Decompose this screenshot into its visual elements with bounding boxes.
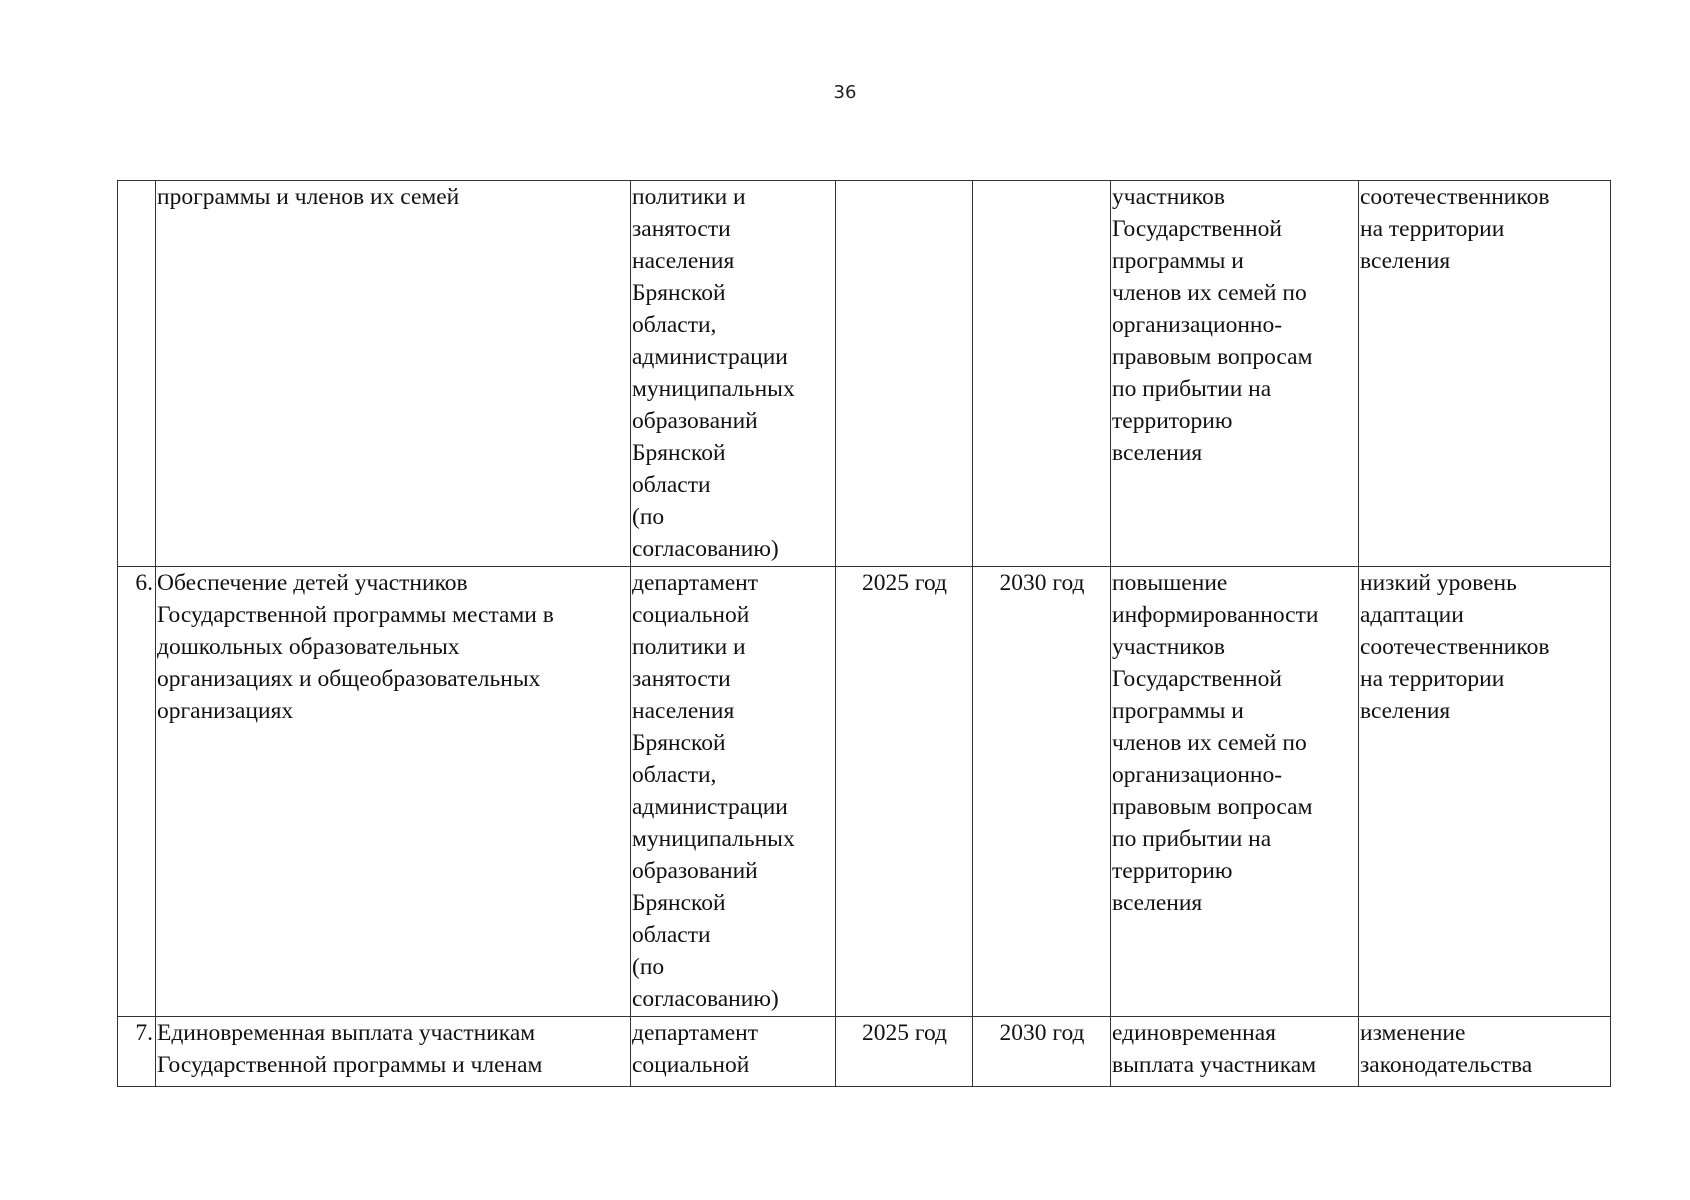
end-year-cell: 2030 год — [973, 1017, 1111, 1087]
start-year-cell — [836, 181, 973, 567]
row-number: 6. — [118, 567, 156, 1017]
activity-cell: Единовременная выплата участникам Государственной программы и членам — [156, 1017, 631, 1087]
table-row — [118, 567, 1611, 1017]
risk-cell: изменение законодательства — [1359, 1017, 1611, 1087]
table-row — [118, 1017, 1611, 1087]
expected-result-cell: повышение информированности участников Государственной программы и членов их семей по организационно- правовым вопросам по прибытии на территорию вселения — [1111, 567, 1359, 1017]
row-number: 7. — [118, 1017, 156, 1087]
executor-cell: департамент социальной политики и занятости населения Брянской области, администрации муниципальных образований Брянской области (по согласованию) — [631, 567, 836, 1017]
activity-cell: программы и членов их семей — [156, 181, 631, 567]
expected-result-cell: участников Государственной программы и членов их семей по организационно- правовым вопросам по прибытии на территорию вселения — [1111, 181, 1359, 567]
measures-table — [117, 180, 1611, 1087]
table-row — [118, 181, 1611, 567]
start-year-cell: 2025 год — [836, 567, 973, 1017]
row-number — [118, 181, 156, 567]
activity-cell: Обеспечение детей участников Государственной программы местами в дошкольных образовательных организациях и общеобразовательных организациях — [156, 567, 631, 1017]
risk-cell: соотечественников на территории вселения — [1359, 181, 1611, 567]
page-number: 36 — [833, 82, 857, 103]
end-year-cell: 2030 год — [973, 567, 1111, 1017]
expected-result-cell: единовременная выплата участникам — [1111, 1017, 1359, 1087]
executor-cell: политики и занятости населения Брянской области, администрации муниципальных образований Брянской области (по согласованию) — [631, 181, 836, 567]
start-year-cell: 2025 год — [836, 1017, 973, 1087]
risk-cell: низкий уровень адаптации соотечественников на территории вселения — [1359, 567, 1611, 1017]
end-year-cell — [973, 181, 1111, 567]
executor-cell: департамент социальной — [631, 1017, 836, 1087]
